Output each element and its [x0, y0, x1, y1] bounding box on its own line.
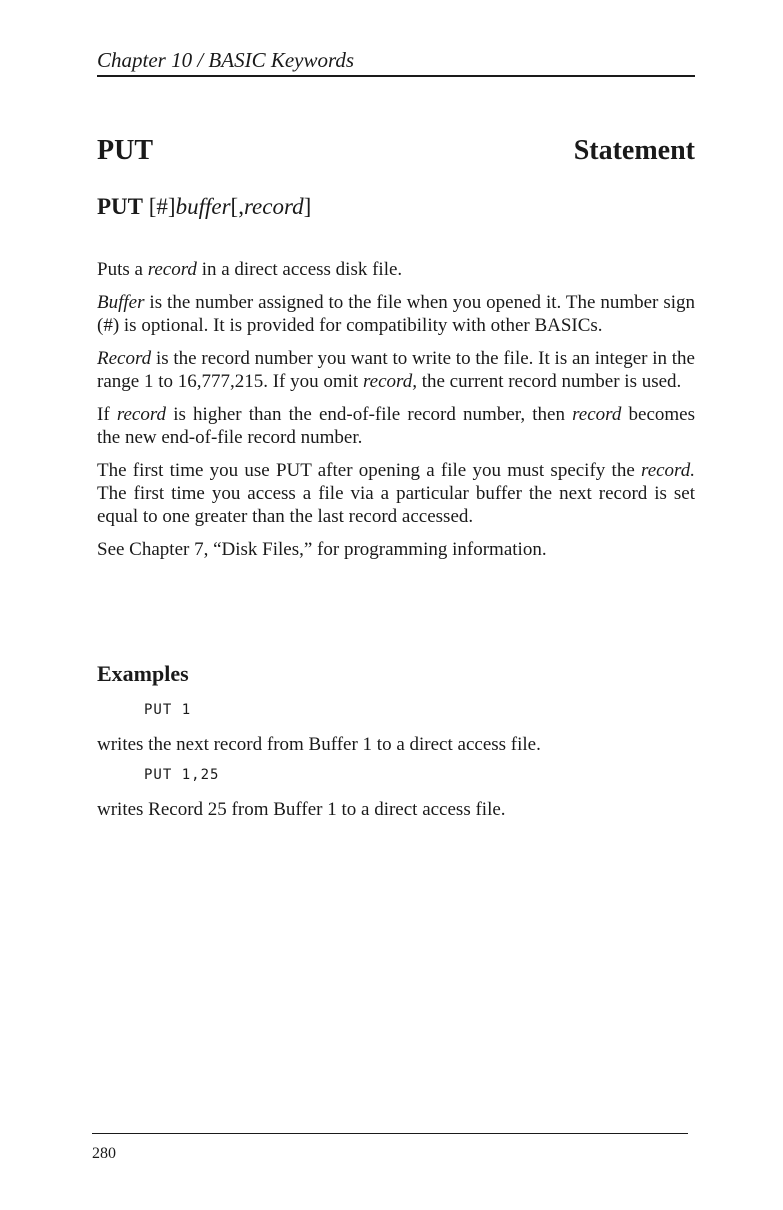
- text-run-italic: record.: [641, 460, 695, 481]
- text-run-italic: Buffer: [97, 292, 145, 313]
- paragraph-purpose: [97, 258, 695, 281]
- example-description-1: writes the next record from Buffer 1 to a direct access file.: [97, 734, 541, 755]
- header-divider: [97, 75, 695, 77]
- text-run: the current record number is used.: [416, 371, 682, 392]
- syntax-line: [97, 192, 311, 222]
- text-run: is the number assigned to the file when you opened it. The number sign (#) is optional. It is provided for compatibility with other BASICs.: [97, 292, 695, 336]
- paragraph-eof: [97, 403, 695, 449]
- paragraph-record: [97, 347, 695, 393]
- footer-divider: [92, 1133, 688, 1134]
- text-run: Puts a: [97, 259, 148, 280]
- page-number: 280: [92, 1145, 116, 1162]
- text-run: If: [97, 404, 117, 425]
- paragraph-see-also: [97, 538, 695, 561]
- paragraph-first-time: [97, 459, 695, 528]
- entry-title-row: [97, 134, 695, 174]
- examples-heading: Examples: [97, 661, 189, 686]
- syntax-record-arg: record: [243, 194, 304, 219]
- example-code-2: PUT 1,25: [144, 767, 220, 783]
- syntax-optional-hash: [#]: [148, 194, 176, 219]
- text-run-italic: record: [572, 404, 622, 425]
- text-run: is the record number you want to write to the file. It is an integer in the range 1 to 16,777,215. If you omit: [97, 348, 695, 392]
- syntax-buffer-arg: buffer: [175, 194, 231, 219]
- syntax-optional-close: ]: [303, 194, 312, 219]
- running-header: [97, 46, 695, 74]
- keyword-category: Statement: [573, 135, 695, 166]
- chapter-title: Chapter 10 / BASIC Keywords: [97, 48, 355, 72]
- text-run-italic: Record: [97, 348, 152, 369]
- example-code-1: PUT 1: [144, 702, 192, 718]
- syntax-keyword: PUT: [97, 194, 143, 219]
- text-run: is higher than the end-of-file record number, then: [166, 404, 573, 425]
- example-description-2: writes Record 25 from Buffer 1 to a direct access file.: [97, 799, 506, 820]
- syntax-optional-open: [,: [230, 194, 244, 219]
- text-run: See Chapter 7, “Disk Files,” for programming information.: [97, 539, 547, 560]
- paragraph-buffer: [97, 291, 695, 337]
- text-run-italic: record,: [362, 371, 417, 392]
- text-run: in a direct access disk file.: [196, 259, 403, 280]
- text-run-italic: record: [116, 404, 167, 425]
- text-run: The first time you access a file via a particular buffer the next record is set equal to one greater than the last record accessed.: [97, 483, 695, 527]
- keyword-title: PUT: [97, 135, 153, 166]
- text-run: The first time you use PUT after opening a file you must specify the: [97, 460, 641, 481]
- text-run-italic: record: [147, 259, 197, 280]
- text-run: becomes the new end-of-file record number.: [97, 404, 695, 448]
- description-body: [97, 258, 695, 571]
